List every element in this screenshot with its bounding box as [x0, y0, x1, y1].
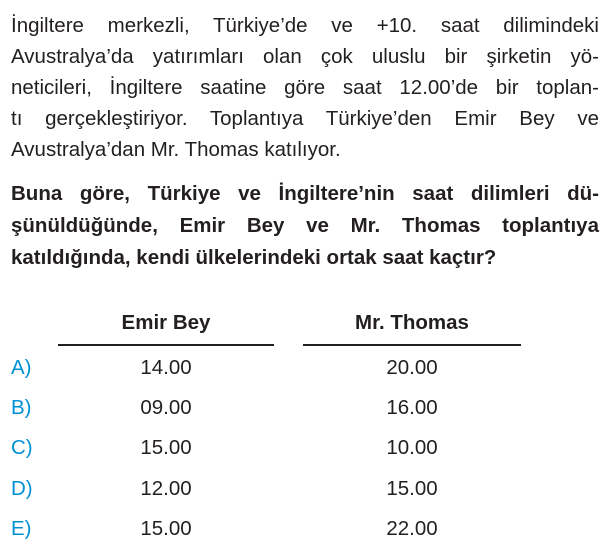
option-thomas-time: 20.00 [386, 356, 438, 379]
option-letter: B) [11, 396, 32, 419]
option-emir-time: 15.00 [140, 436, 192, 459]
option-letter: E) [11, 517, 32, 540]
answer-option-c[interactable] [0, 433, 611, 463]
stem-line: İngiltere merkezli, Türkiye’de ve +10. saat dilimindeki [11, 14, 599, 37]
option-letter: C) [11, 436, 33, 459]
answer-option-a[interactable] [0, 353, 611, 383]
answer-option-e[interactable] [0, 514, 611, 544]
option-thomas-time: 22.00 [386, 517, 438, 540]
option-thomas-time: 10.00 [386, 436, 438, 459]
column-divider [303, 344, 521, 346]
stem-line: Avustralya’da yatırımları olan çok uluslu bir şirketin yö- [11, 45, 599, 68]
option-thomas-time: 15.00 [386, 477, 438, 500]
option-letter: D) [11, 477, 33, 500]
column-header-emir-bey: Emir Bey [121, 311, 211, 334]
stem-line: Avustralya’dan Mr. Thomas katılıyor. [11, 138, 341, 161]
question-prompt [11, 178, 599, 274]
option-emir-time: 14.00 [140, 356, 192, 379]
stem-line: neticileri, İngiltere saatine göre saat 12.00’de bir toplan- [11, 76, 599, 99]
column-header-mr-thomas: Mr. Thomas [355, 311, 469, 334]
question-line: şünüldüğünde, Emir Bey ve Mr. Thomas toplantıya [11, 214, 599, 237]
answer-option-d[interactable] [0, 474, 611, 504]
option-emir-time: 09.00 [140, 396, 192, 419]
column-divider [58, 344, 274, 346]
option-letter: A) [11, 356, 32, 379]
question-line: katıldığında, kendi ülkelerindeki ortak saat kaçtır? [11, 246, 497, 269]
option-thomas-time: 16.00 [386, 396, 438, 419]
question-stem [11, 10, 599, 165]
stem-line: tı gerçekleştiriyor. Toplantıya Türkiye’den Emir Bey ve [11, 107, 599, 130]
question-line: Buna göre, Türkiye ve İngiltere’nin saat dilimleri dü- [11, 182, 599, 205]
option-emir-time: 15.00 [140, 517, 192, 540]
answer-option-b[interactable] [0, 393, 611, 423]
option-emir-time: 12.00 [140, 477, 192, 500]
